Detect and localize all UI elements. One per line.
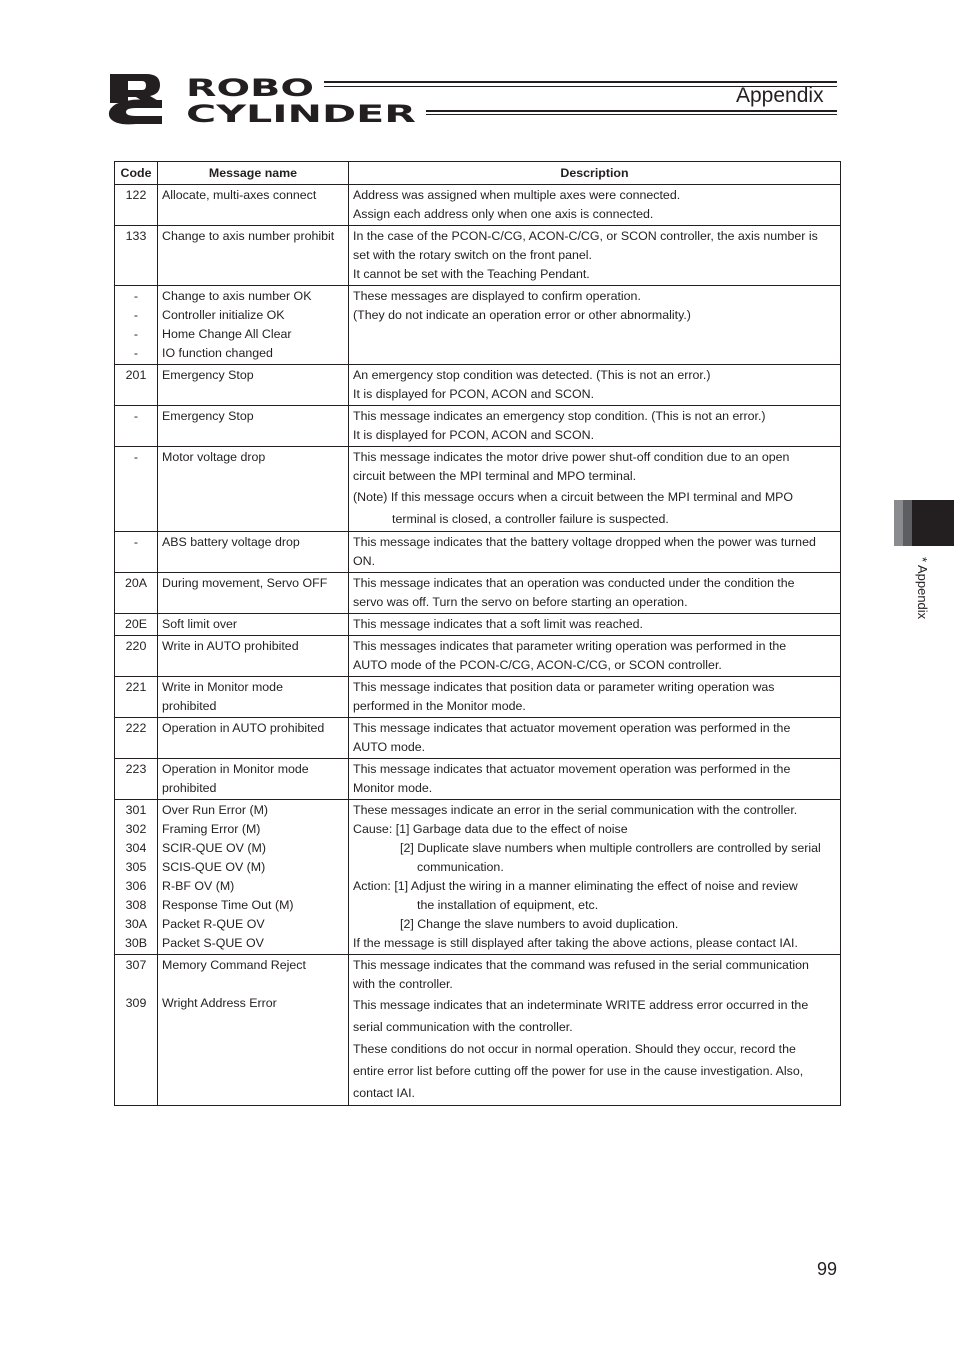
description-cell: In the case of the PCON-C/CG, ACON-C/CG, or SCON controller, the axis number is set with the rotary switch on the front panel. It cannot be set with the Teaching Pendant.: [349, 226, 841, 286]
page-number: 99: [817, 1259, 838, 1279]
code-cell: -: [115, 406, 158, 447]
message-name-cell: Allocate, multi-axes connect: [158, 185, 349, 226]
message-name-cell: Emergency Stop: [158, 365, 349, 406]
header-rule-bottom: [426, 110, 837, 112]
column-header-message-name: Message name: [158, 162, 349, 185]
message-name-cell: During movement, Servo OFF: [158, 573, 349, 614]
code-cell: 220: [115, 636, 158, 677]
table-row: [115, 286, 841, 365]
code-cell: 133: [115, 226, 158, 286]
message-name-cell: Memory Command Reject Wright Address Error: [158, 955, 349, 1106]
message-code-table: [114, 161, 841, 1106]
description-cell: This messages indicates that parameter writing operation was performed in the AUTO mode of the PCON-C/CG, ACON-C/CG, or SCON controller.: [349, 636, 841, 677]
message-name-cell: Motor voltage drop: [158, 447, 349, 532]
code-cell: 20A: [115, 573, 158, 614]
header-rule-bottom-thin: [426, 114, 837, 115]
message-name-cell: Change to axis number prohibit: [158, 226, 349, 286]
description-cell: Address was assigned when multiple axes were connected. Assign each address only when one axis is connected.: [349, 185, 841, 226]
table-row: [115, 614, 841, 636]
description-cell: These messages indicate an error in the serial communication with the controller. Cause: [1] Garbage data due to the effect of noise [2] Duplicate slave numbers when multiple controllers are controlled by serial communication. Action: [1] Adjust the wiring in a manner eliminating the effect of noise and review the installation of equipment, etc. [2] Change the slave numbers to avoid duplication. If the message is still displayed after taking the above actions, please contact IAI.: [349, 800, 841, 955]
section-tab-marker: [894, 500, 954, 546]
table-header-row: [115, 162, 841, 185]
code-cell: 122: [115, 185, 158, 226]
table-row: [115, 636, 841, 677]
table-row: [115, 759, 841, 800]
code-cell: 221: [115, 677, 158, 718]
column-header-description: Description: [349, 162, 841, 185]
description-cell: An emergency stop condition was detected. (This is not an error.) It is displayed for PCON, ACON and SCON.: [349, 365, 841, 406]
code-cell: 307 309: [115, 955, 158, 1106]
description-cell: These messages are displayed to confirm operation. (They do not indicate an operation error or other abnormality.): [349, 286, 841, 365]
message-name-cell: Operation in Monitor mode prohibited: [158, 759, 349, 800]
description-cell: This message indicates that the battery voltage dropped when the power was turned ON.: [349, 532, 841, 573]
column-header-code: Code: [115, 162, 158, 185]
table-row: [115, 718, 841, 759]
table-row: [115, 955, 841, 1106]
table-row: [115, 677, 841, 718]
robo-cylinder-logo: [106, 70, 426, 126]
message-name-cell: Over Run Error (M) Framing Error (M) SCIR-QUE OV (M) SCIS-QUE OV (M) R-BF OV (M) Response Time Out (M) Packet R-QUE OV Packet S-QUE OV: [158, 800, 349, 955]
code-cell: 20E: [115, 614, 158, 636]
description-cell: This message indicates that a soft limit was reached.: [349, 614, 841, 636]
section-tab-label: * Appendix: [915, 557, 930, 620]
logo-robo-text: ROBO: [186, 74, 314, 102]
header-rule-top: [324, 81, 837, 83]
message-name-cell: ABS battery voltage drop: [158, 532, 349, 573]
code-cell: 201: [115, 365, 158, 406]
description-cell: This message indicates an emergency stop condition. (This is not an error.) It is displayed for PCON, ACON and SCON.: [349, 406, 841, 447]
table-row: [115, 447, 841, 532]
message-name-cell: Write in Monitor mode prohibited: [158, 677, 349, 718]
code-cell: 222: [115, 718, 158, 759]
code-cell: - - - -: [115, 286, 158, 365]
description-cell: This message indicates that actuator movement operation was performed in the AUTO mode.: [349, 718, 841, 759]
code-cell: 223: [115, 759, 158, 800]
message-name-cell: Change to axis number OK Controller initialize OK Home Change All Clear IO function changed: [158, 286, 349, 365]
table-row: [115, 406, 841, 447]
description-cell: This message indicates that an operation was conducted under the condition the servo was off. Turn the servo on before starting an operation.: [349, 573, 841, 614]
table-row: [115, 800, 841, 955]
table-row: [115, 573, 841, 614]
message-name-cell: Soft limit over: [158, 614, 349, 636]
message-name-cell: Operation in AUTO prohibited: [158, 718, 349, 759]
logo-cylinder-text: CYLINDER: [186, 100, 416, 126]
description-cell: This message indicates that the command was refused in the serial communication with the controller. This message indicates that an indeterminate WRITE address error occurred in the serial communication with the controller. These conditions do not occur in normal operation. Should they occur, record the entire error list before cutting off the power for use in the cause investigation. Also, contact IAI.: [349, 955, 841, 1106]
description-cell: This message indicates that position data or parameter writing operation was performed in the Monitor mode.: [349, 677, 841, 718]
message-name-cell: Emergency Stop: [158, 406, 349, 447]
code-cell: -: [115, 447, 158, 532]
description-cell: This message indicates the motor drive power shut-off condition due to an open circuit between the MPI terminal and MPO terminal. (Note) If this message occurs when a circuit between the MPI terminal and MPO terminal is closed, a controller failure is suspected.: [349, 447, 841, 532]
table-row: [115, 226, 841, 286]
table-row: [115, 365, 841, 406]
message-name-cell: Write in AUTO prohibited: [158, 636, 349, 677]
rc-emblem-icon: [109, 74, 162, 124]
table-row: [115, 185, 841, 226]
description-cell: This message indicates that actuator movement operation was performed in the Monitor mode.: [349, 759, 841, 800]
table-row: [115, 532, 841, 573]
code-cell: -: [115, 532, 158, 573]
code-cell: 301 302 304 305 306 308 30A 30B: [115, 800, 158, 955]
page-title: Appendix: [736, 84, 824, 107]
